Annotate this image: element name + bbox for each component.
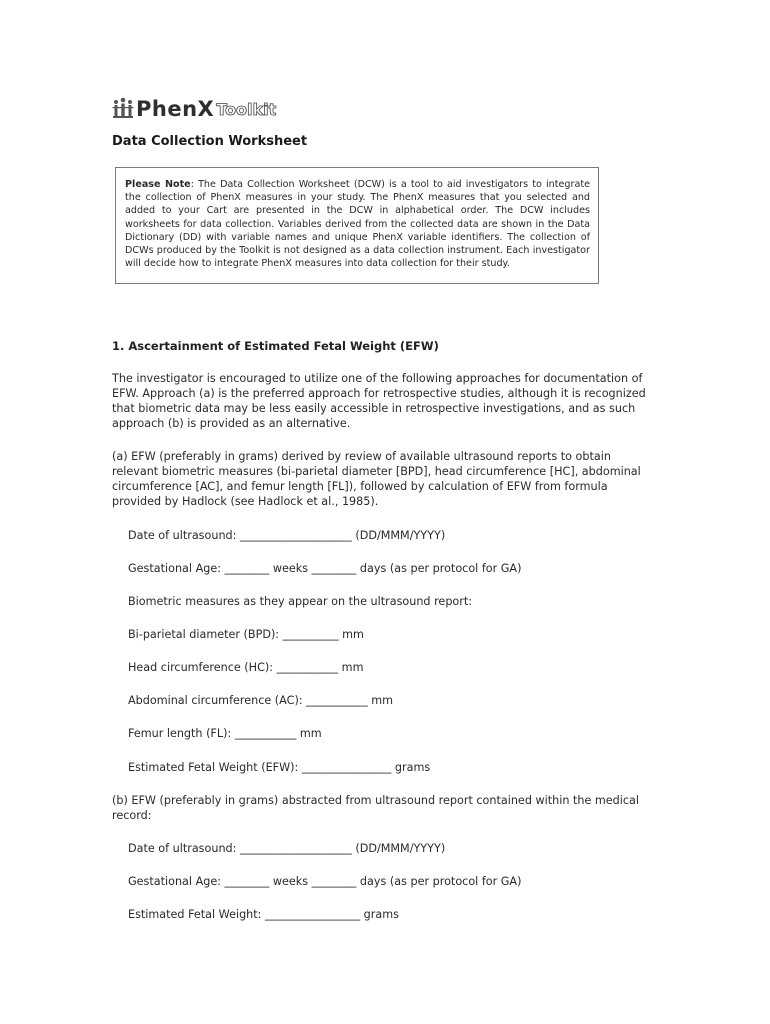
logo-suffix: Toolkit — [216, 100, 277, 119]
approach-a-paragraph: (a) EFW (preferably in grams) derived by review of available ultrasound reports to obtain relevant biometric measures (bi-parietal diameter [BPD], head circumference [HC], abdominal circumference [AC], and femur length [FL]), followed by calculation of EFW from formula provided by Hadlock (see Hadlock et al., 1985). — [112, 450, 641, 508]
phenx-logo — [112, 94, 276, 120]
note-label: Please Note — [125, 179, 191, 190]
section-heading: 1. Ascertainment of Estimated Fetal Weight (EFW) — [112, 339, 439, 353]
biometric-label: Biometric measures as they appear on the ultrasound report: — [128, 595, 473, 608]
hc-field: Head circumference (HC): ___________ mm — [128, 661, 364, 674]
a-date-field: Date of ultrasound: ____________________ (DD/MMM/YYYY) — [128, 529, 446, 542]
note-text: : The Data Collection Worksheet (DCW) is a tool to aid investigators to integrate the collection of PhenX measures in your study. The PhenX measures that you selected and added to your Cart are presented in the DCW in alphabetical order. The DCW includes worksheets for data collection. Variables derived from the collected data are shown in the Data Dictionary (DD) with variable names and unique PhenX variable identifiers. The collection of DCWs produced by the Toolkit is not designed as a data collection instrument. Each investigator will decide how to integrate PhenX measures into data collection for their study. — [125, 179, 590, 270]
b-gestational-age-field: Gestational Age: ________ weeks ________ days (as per protocol for GA) — [128, 875, 522, 888]
a-gestational-age-field: Gestational Age: ________ weeks ________ days (as per protocol for GA) — [128, 562, 522, 575]
a-efw-field: Estimated Fetal Weight (EFW): ________________ grams — [128, 761, 431, 774]
fl-field: Femur length (FL): ___________ mm — [128, 727, 322, 740]
approach-b-paragraph: (b) EFW (preferably in grams) abstracted from ultrasound report contained within the medical record: — [112, 794, 639, 822]
b-efw-field: Estimated Fetal Weight: _________________ grams — [128, 908, 399, 921]
people-icon — [112, 96, 134, 120]
intro-paragraph: The investigator is encouraged to utilize one of the following approaches for documentation of EFW. Approach (a) is the preferred approach for retrospective studies, although it is recognized that biometric data may be less easily accessible in retrospective investigations, and as such approach (b) is provided as an alternative. — [112, 372, 646, 430]
b-date-field: Date of ultrasound: ____________________ (DD/MMM/YYYY) — [128, 842, 446, 855]
note-box — [115, 167, 599, 284]
bpd-field: Bi-parietal diameter (BPD): __________ mm — [128, 628, 364, 641]
logo-word: PhenX — [136, 97, 215, 121]
ac-field: Abdominal circumference (AC): ___________ mm — [128, 694, 394, 707]
page-title: Data Collection Worksheet — [112, 134, 308, 149]
